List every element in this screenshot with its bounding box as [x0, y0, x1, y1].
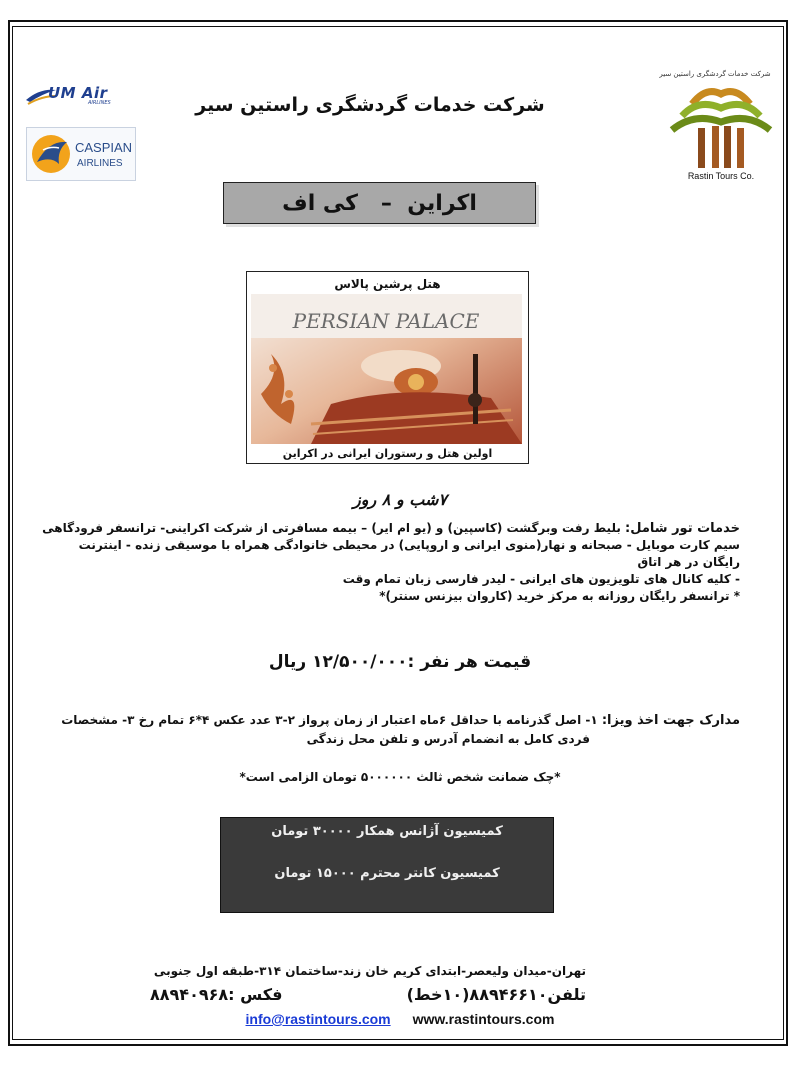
um-air-name: UM Air — [48, 84, 108, 102]
visa-label: مدارک جهت اخذ ویزا: — [601, 713, 740, 728]
caspian-bird-icon — [29, 128, 75, 180]
hotel-name: هتل پرشین پالاس — [334, 277, 441, 291]
services-text-1: بلیط رفت وبرگشت (کاسپین) و (یو ام ایر) – بیمه مسافرتی از شرکت اکراینی- ترانسفر فرودگاهی — [42, 521, 621, 535]
visa-line-1 — [40, 711, 740, 730]
hotel-image-title: PERSIAN PALACE — [292, 309, 480, 333]
visa-text-2: فردی کامل به انضمام آدرس و تلفن محل زندگی — [306, 732, 590, 746]
website-link[interactable]: www.rastintours.com — [412, 1011, 555, 1027]
web-contacts — [200, 1011, 600, 1027]
price-per-person: قیمت هر نفر :۱۲/۵۰۰/۰۰۰ ریال — [268, 652, 532, 672]
hotel-photo — [251, 294, 522, 444]
rastin-tours-logo — [668, 82, 774, 178]
counter-commission: کمیسیون کانتر محترم ۱۵۰۰۰ تومان — [274, 866, 500, 881]
services-text-4: * ترانسفر رایگان روزانه به مرکز خرید (کاروان بیزنس سنتر)* — [379, 589, 740, 603]
visa-documents — [40, 711, 740, 749]
phone-number: تلفن۸۸۹۴۶۶۱۰(۱۰خط) — [406, 985, 586, 1004]
services-label: خدمات تور شامل: — [625, 521, 740, 536]
company-title: شرکت خدمات گردشگری راستین سیر — [195, 94, 545, 116]
guarantee-check: *چک ضمانت شخص ثالث ۵۰۰۰۰۰۰ تومان الزامی است* — [239, 770, 561, 784]
caspian-airlines-logo — [26, 127, 136, 181]
tour-services — [40, 520, 740, 605]
services-text-2: سیم کارت موبایل - صبحانه و نهار(منوی ایرانی و اروپایی) در محیطی خانوادگی همراه با موسیقی زنده - اینترنت رایگان در هر اتاق — [78, 538, 740, 569]
commission-box — [220, 817, 554, 913]
services-text-3: - کلیه کانال های تلویزیون های ایرانی - لیدر فارسی زبان تمام وقت — [342, 572, 740, 586]
hotel-caption: اولین هتل و رستوران ایرانی در اکراین — [282, 447, 493, 460]
destination-title: اکراین – کی اف — [282, 190, 477, 216]
um-air-sub: AIRLINES — [88, 100, 111, 106]
hotel-box — [246, 271, 529, 464]
fax-number: فکس :۸۸۹۴۰۹۶۸ — [150, 985, 283, 1004]
agency-commission: کمیسیون آژانس همکار ۳۰۰۰۰ تومان — [271, 824, 503, 839]
address: تهران-میدان ولیعصر-ابتدای کریم خان زند-ساختمان ۳۱۴-طبقه اول جنوبی — [153, 964, 586, 978]
visa-text-1: ۱- اصل گذرنامه با حداقل ۶ماه اعتبار از زمان پرواز ۲-۳ عدد عکس ۴*۶ تمام رخ ۳- مشخصات — [61, 713, 598, 727]
caspian-sub: AIRLINES — [77, 158, 123, 169]
email-link[interactable]: info@rastintours.com — [245, 1011, 391, 1027]
rastin-logo-caption: شرکت خدمات گردشگری راستین سیر — [659, 70, 771, 78]
caspian-name: CASPIAN — [75, 140, 133, 155]
services-line-1 — [40, 520, 740, 537]
rastin-tree-icon — [668, 82, 774, 172]
rastin-logo-name: Rastin Tours Co. — [687, 171, 755, 181]
phone-fax-row — [150, 985, 586, 1004]
um-air-logo — [26, 84, 138, 108]
destination-box — [223, 182, 536, 224]
tour-duration: ۷شب و ۸ روز — [353, 490, 447, 509]
